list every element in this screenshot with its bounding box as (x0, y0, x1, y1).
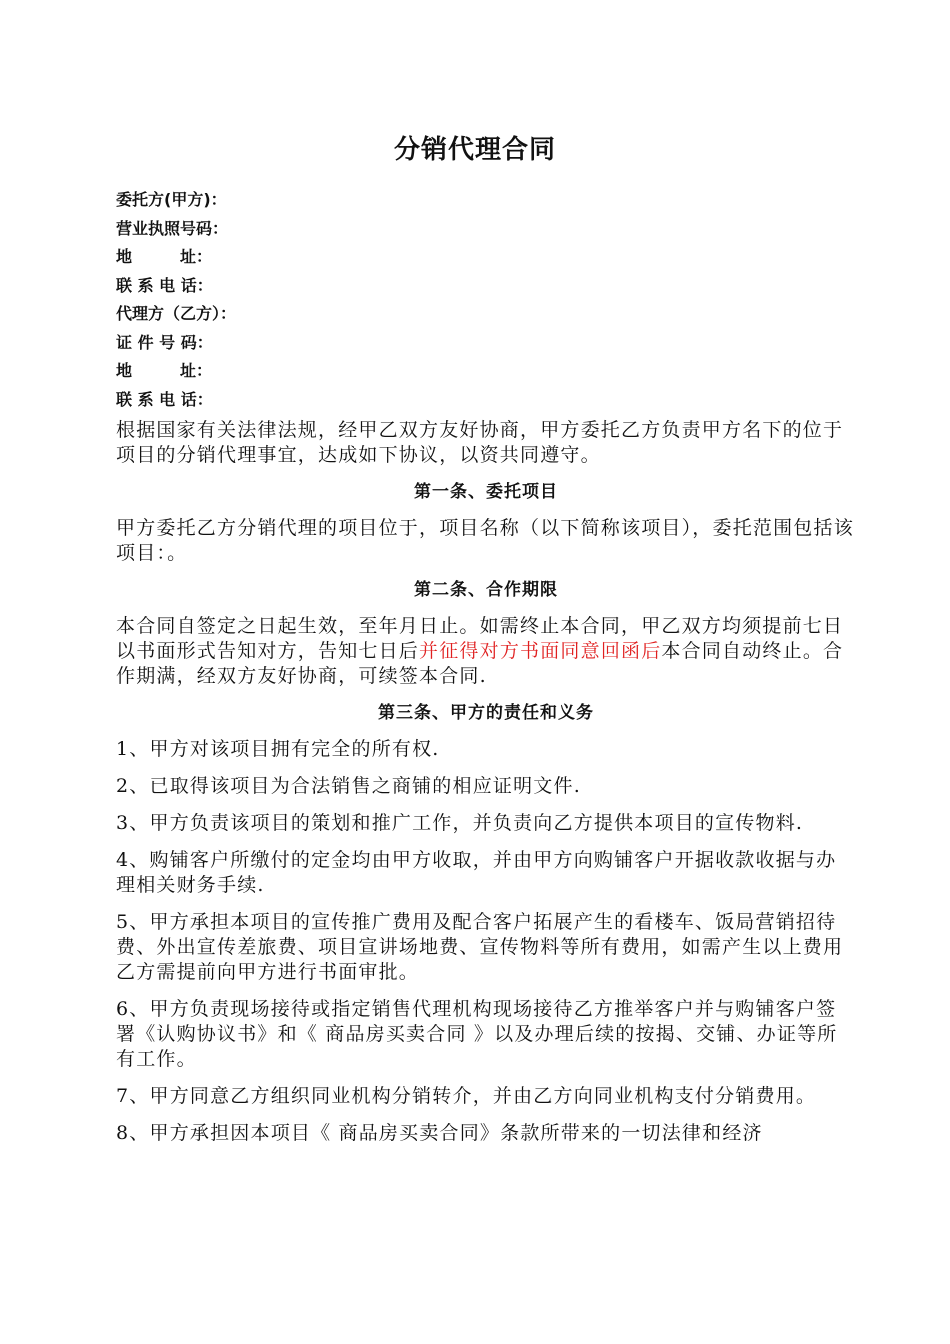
field-label: 营业执照号码： (116, 218, 229, 238)
field-client-address (116, 243, 836, 272)
field-client (116, 186, 836, 215)
intro-paragraph: 根据国家有关法律法规，经甲乙双方友好协商，甲方委托乙方负责甲方名下的位于项目的分销代理事宜，达成如下协议，以资共同遵守。 (116, 419, 844, 466)
field-label: 联 系 电 话： (116, 389, 213, 409)
article-1-heading: 第一条、委托项目 (414, 482, 558, 502)
field-agent (116, 300, 836, 329)
field-label: 证 件 号 码： (116, 332, 213, 352)
field-label: 地 址： (116, 247, 213, 266)
article-3-heading: 第三条、甲方的责任和义务 (378, 703, 594, 723)
article-3-item: 5、甲方承担本项目的宣传推广费用及配合客户拓展产生的看楼车、饭局营销招待费、外出宣传差旅费、项目宣讲场地费、宣传物料等所有费用，如需产生以上费用乙方需提前向甲方进行书面审批。 (116, 911, 844, 983)
article-3-item: 1、甲方对该项目拥有完全的所有权. (116, 738, 440, 760)
article-1-text: 甲方委托乙方分销代理的项目位于，项目名称（以下简称该项目），委托范围包括该项目：。 (116, 517, 854, 564)
article-2-text-before: 本合同自签定之日起生效，至年月日止。如需终止本合同，甲乙双方均须提前七日以书面形式告知对方，告知七日后 (116, 615, 844, 662)
field-label: 地 址： (116, 361, 213, 380)
article-3-item: 2、已取得该项目为合法销售之商铺的相应证明文件. (116, 775, 581, 797)
article-3-item: 4、购铺客户所缴付的定金均由甲方收取，并由甲方向购铺客户开据收款收据与办理相关财务手续. (116, 849, 837, 896)
article-2-text (116, 614, 856, 689)
article-3-item: 6、甲方负责现场接待或指定销售代理机构现场接待乙方推举客户并与购铺客户签署《认购协议书》和《 商品房买卖合同 》以及办理后续的按揭、交铺、办证等所有工作。 (116, 998, 838, 1070)
article-2-highlighted-text: 并征得对方书面同意回函后 (419, 640, 662, 662)
article-3-item: 7、甲方同意乙方组织同业机构分销转介，并由乙方向同业机构支付分销费用。 (116, 1085, 817, 1107)
party-info-fields (116, 186, 836, 414)
contract-body (116, 418, 856, 1158)
field-agent-phone (116, 386, 836, 415)
article-3-item: 8、甲方承担因本项目《 商品房买卖合同》条款所带来的一切法律和经济 (116, 1122, 763, 1144)
field-label: 联 系 电 话： (116, 275, 213, 295)
field-license-number (116, 215, 836, 244)
article-3-item: 3、甲方负责该项目的策划和推广工作，并负责向乙方提供本项目的宣传物料. (116, 812, 804, 834)
field-client-phone (116, 272, 836, 301)
document-title: 分销代理合同 (393, 135, 556, 165)
article-2-text-after: 本合同自动终止。合作期满，经双方友好协商，可续签本合同. (116, 640, 844, 687)
field-id-number (116, 329, 836, 358)
field-label: 代理方（乙方）： (116, 304, 237, 323)
field-label: 委托方(甲方)： (116, 190, 227, 209)
article-2-heading: 第二条、合作期限 (414, 580, 558, 600)
field-agent-address (116, 357, 836, 386)
